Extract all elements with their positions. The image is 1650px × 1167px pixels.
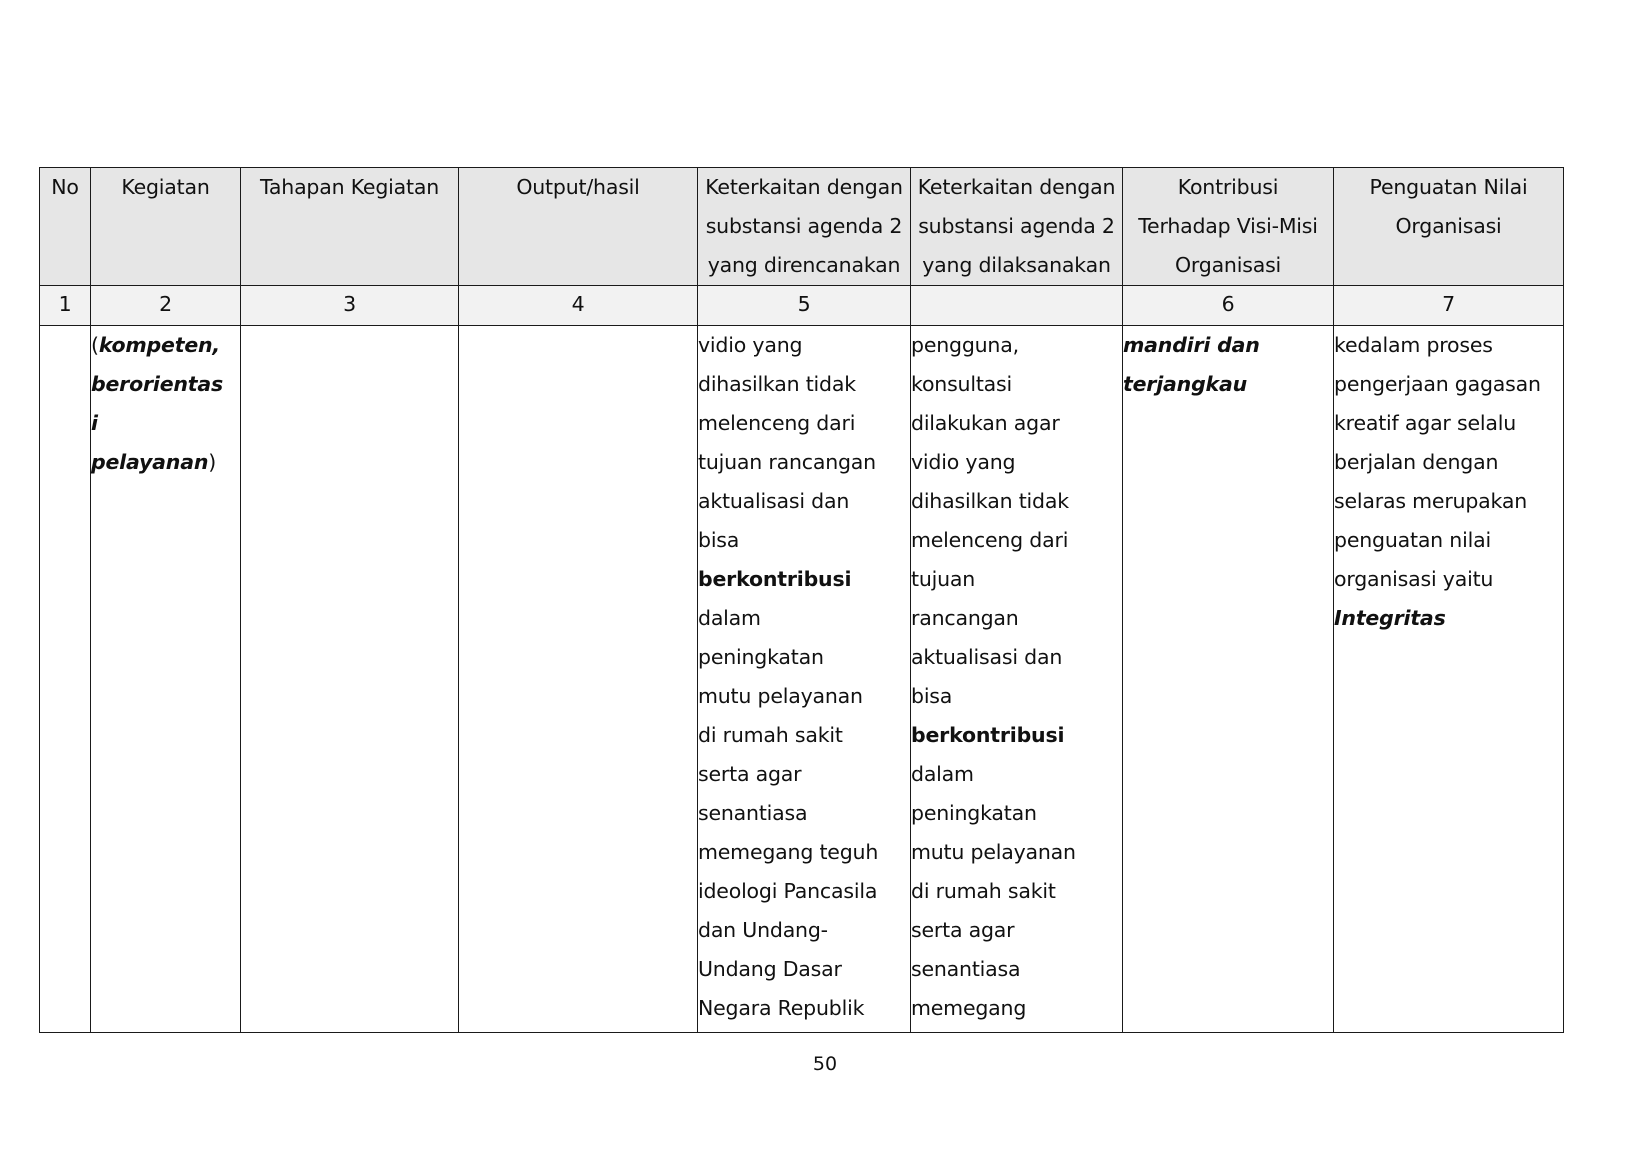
header-line: substansi agenda 2 [705,214,903,238]
text-line-bold: berkontribusi [698,567,852,591]
cell-direncanakan [698,326,911,1033]
header-row [40,168,1564,286]
column-number: 2 [91,286,241,326]
text-line: pengerjaan gagasan [1334,372,1541,396]
text-line-bold-italic: terjangkau [1123,372,1248,396]
header-kegiatan [91,168,241,286]
cell-dilaksanakan [911,326,1123,1033]
header-tahapan [241,168,459,286]
header-label: Kegiatan [121,175,210,199]
text-line: kreatif agar selalu [1334,411,1517,435]
column-number: 3 [241,286,459,326]
text-line: Undang Dasar [698,957,842,981]
header-line: Kontribusi [1177,175,1279,199]
text-line: organisasi yaitu [1334,567,1494,591]
text-line-bold-italic: mandiri dan [1123,333,1260,357]
text-line: dalam [911,762,974,786]
column-number [911,286,1123,326]
text-line: vidio yang [698,333,803,357]
text-line: bisa [698,528,740,552]
header-line: Penguatan Nilai [1369,175,1528,199]
text-line: kedalam proses [1334,333,1493,357]
cell-output [459,326,698,1033]
header-line: yang dilaksanakan [922,253,1111,277]
header-line: Keterkaitan dengan [917,175,1116,199]
text-line: konsultasi [911,372,1013,396]
text-line: memegang [911,996,1027,1020]
kegiatan-line [91,326,240,365]
text-line: tujuan [911,567,976,591]
text-line: mutu pelayanan [698,684,863,708]
column-number: 6 [1123,286,1334,326]
text-line: vidio yang [911,450,1016,474]
paren-close: ) [208,450,217,474]
text-line: peningkatan [698,645,824,669]
activity-table [39,167,1564,1033]
header-line: yang direncanakan [707,253,901,277]
column-number-row [40,286,1564,326]
column-number: 7 [1334,286,1564,326]
text-line: penguatan nilai [1334,528,1491,552]
text-line: aktualisasi dan [698,489,850,513]
text-line: dalam [698,606,761,630]
text-line: rancangan [911,606,1019,630]
text-line: peningkatan [911,801,1037,825]
header-no [40,168,91,286]
header-line: Terhadap Visi-Misi [1138,214,1318,238]
text-line: aktualisasi dan [911,645,1063,669]
text-line: di rumah sakit [698,723,843,747]
header-penguatan [1334,168,1564,286]
value-kompeten: kompeten, [98,333,221,357]
cell-no [40,326,91,1033]
text-line: berjalan dengan [1334,450,1499,474]
header-label: Tahapan Kegiatan [259,175,440,199]
value-berorientasi: berorientas [91,372,224,396]
header-kontribusi [1123,168,1334,286]
cell-kegiatan [91,326,241,1033]
column-number: 4 [459,286,698,326]
text-line: ideologi Pancasila [698,879,878,903]
text-line: tujuan rancangan [698,450,876,474]
text-line: Negara Republik [698,996,865,1020]
text-line: melenceng dari [698,411,856,435]
header-label: Output/hasil [516,175,640,199]
paren-open: ( [91,333,99,357]
cell-penguatan [1334,326,1564,1033]
text-line: mutu pelayanan [911,840,1076,864]
cell-kontribusi [1123,326,1334,1033]
text-line: dilakukan agar [911,411,1060,435]
text-line: serta agar [698,762,802,786]
header-label: No [51,175,79,199]
text-line: dihasilkan tidak [698,372,856,396]
text-line: bisa [911,684,953,708]
value-pelayanan: pelayanan [91,450,209,474]
text-line: serta agar [911,918,1015,942]
text-line: di rumah sakit [911,879,1056,903]
header-line: Organisasi [1174,253,1282,277]
kegiatan-line [91,443,240,482]
header-line: substansi agenda 2 [918,214,1115,238]
header-dilaksanakan [911,168,1123,286]
text-line: pengguna, [911,333,1019,357]
cell-tahapan [241,326,459,1033]
text-line: memegang teguh [698,840,879,864]
text-line-bold: berkontribusi [911,723,1065,747]
text-line: senantiasa [911,957,1021,981]
text-line: melenceng dari [911,528,1069,552]
text-line: dihasilkan tidak [911,489,1069,513]
text-line: selaras merupakan [1334,489,1527,513]
text-line: dan Undang- [698,918,828,942]
header-output [459,168,698,286]
page-number: 50 [812,1053,838,1075]
column-number: 5 [698,286,911,326]
value-i: i [91,411,98,435]
value-integritas: Integritas [1334,606,1446,630]
column-number: 1 [40,286,91,326]
header-line: Organisasi [1395,214,1502,238]
header-direncanakan [698,168,911,286]
text-line: senantiasa [698,801,808,825]
header-line: Keterkaitan dengan [705,175,903,199]
table-row [40,326,1564,1033]
